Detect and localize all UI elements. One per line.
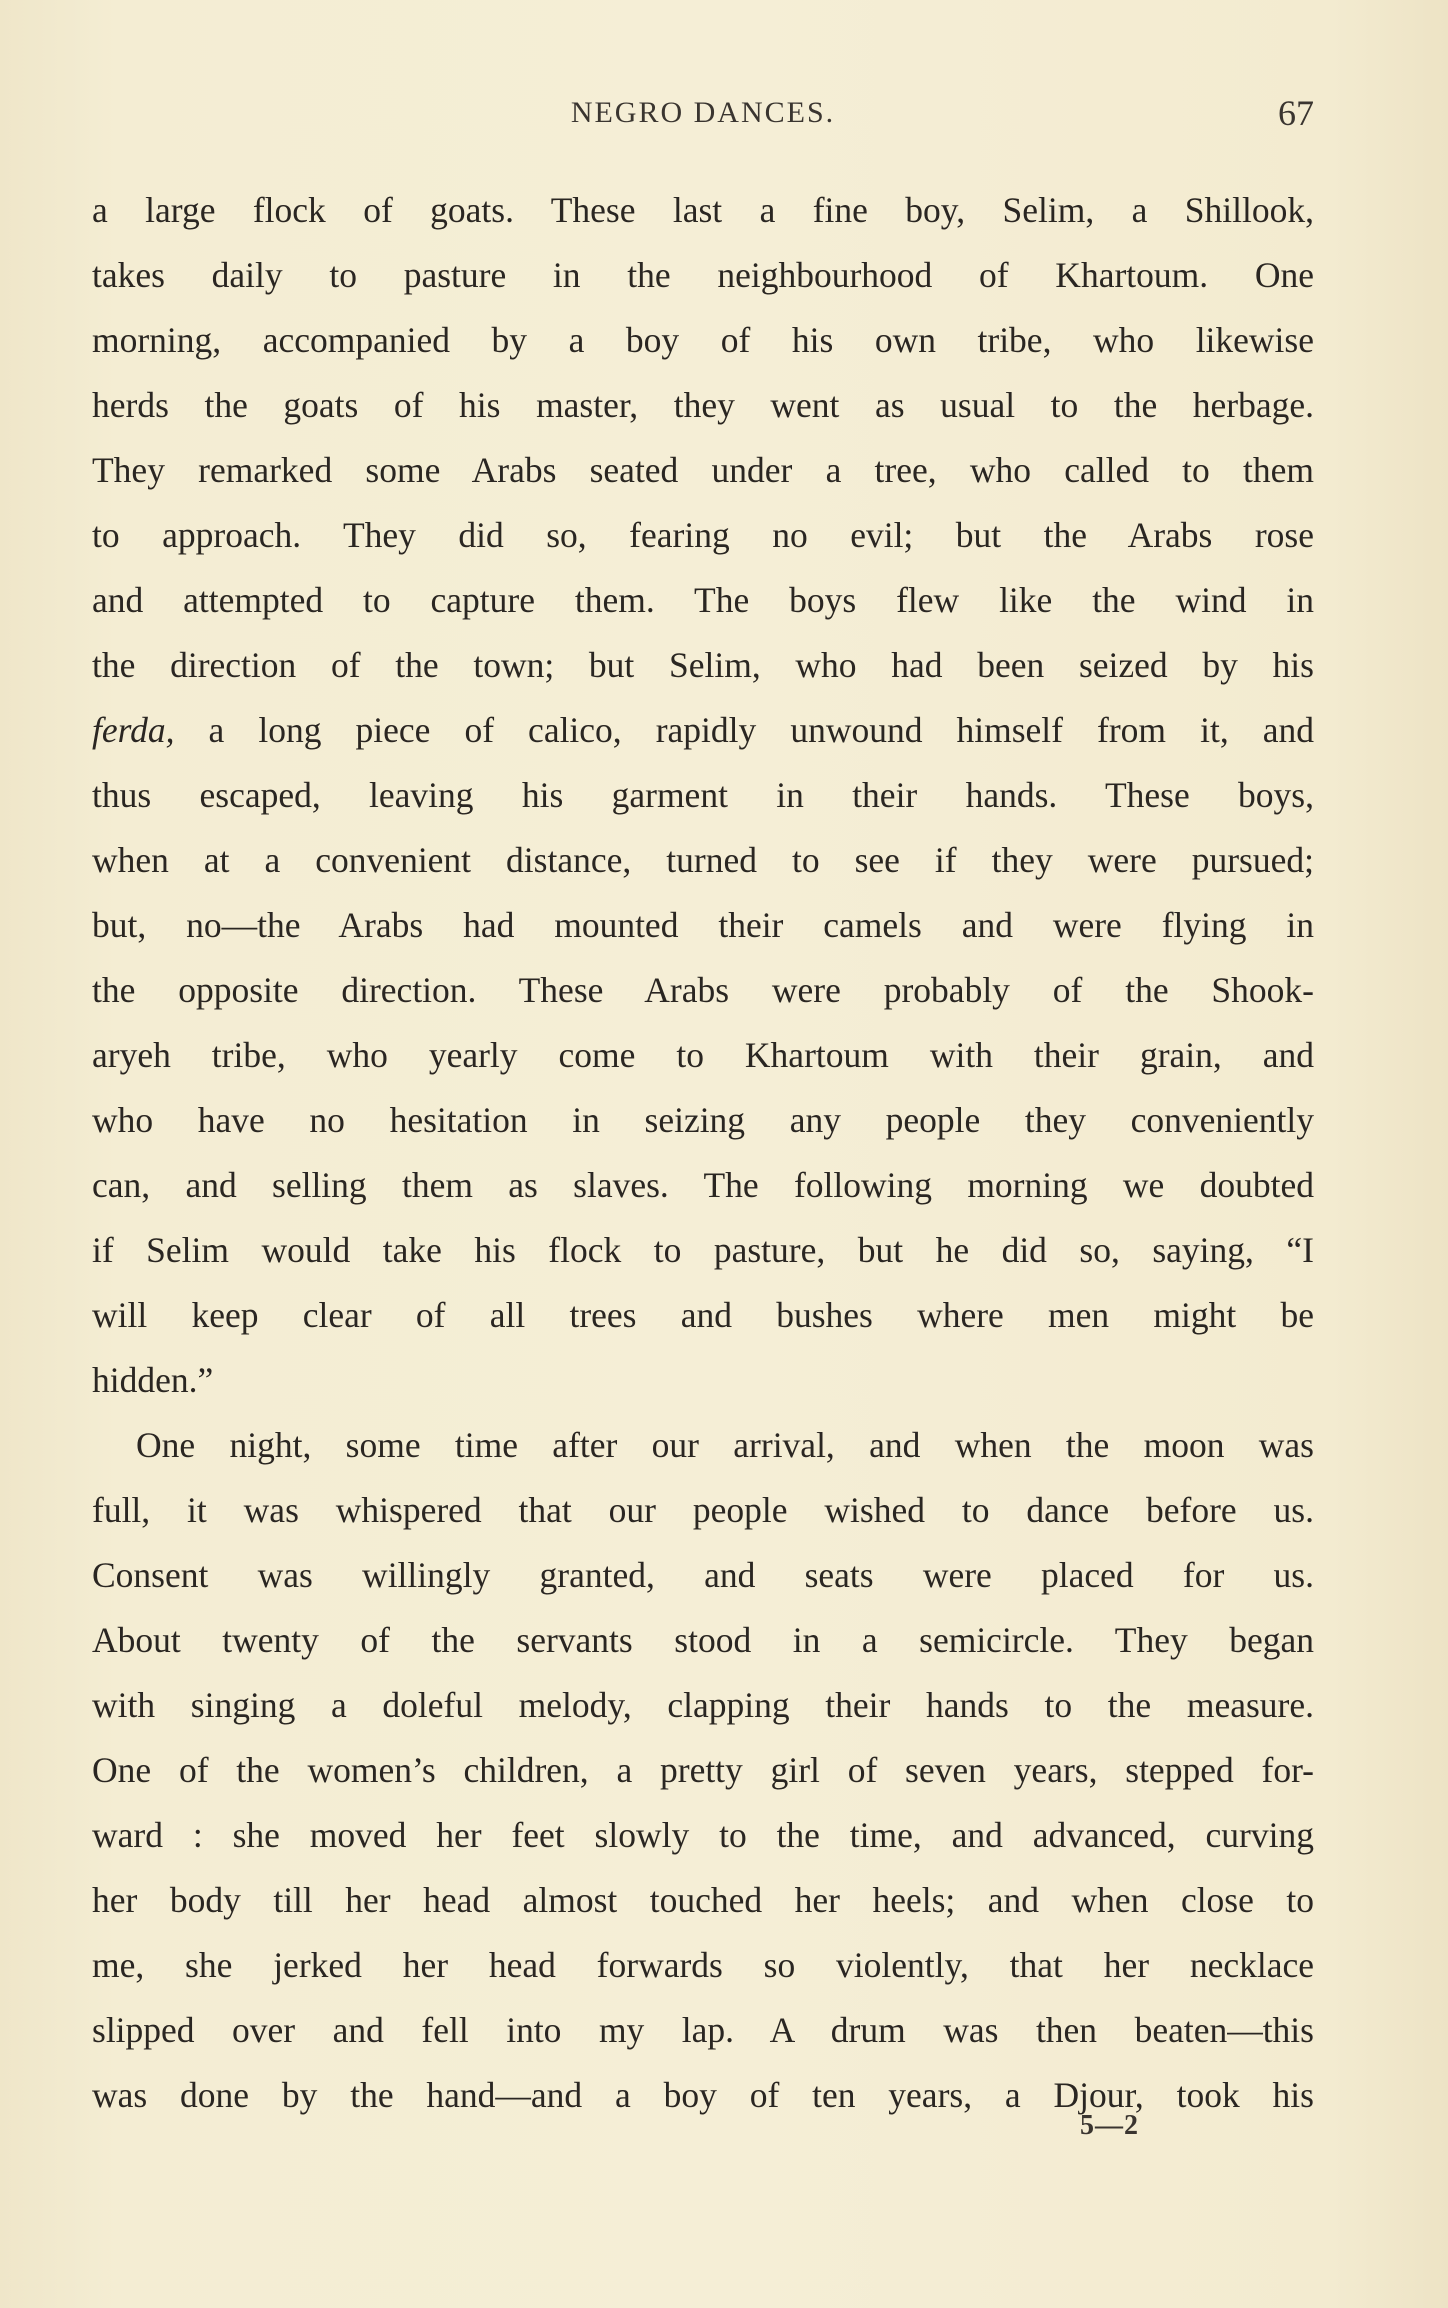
text-line: and attempted to capture them. The boys flew like the wind in (92, 580, 1314, 620)
text-line: me, she jerked her head forwards so violently, that her necklace (92, 1945, 1314, 1985)
italic-term: ferda, (92, 710, 175, 750)
text-line: but, no—the Arabs had mounted their camels and were flying in (92, 905, 1314, 945)
text-line: was done by the hand—and a boy of ten years, a Djour, took his (92, 2075, 1314, 2115)
text-line: aryeh tribe, who yearly come to Khartoum with their grain, and (92, 1035, 1314, 1075)
text-line: ward : she moved her feet slowly to the time, and advanced, curving (92, 1815, 1314, 1855)
text-line: her body till her head almost touched her heels; and when close to (92, 1880, 1314, 1920)
text-line: who have no hesitation in seizing any people they conveniently (92, 1100, 1314, 1140)
text-line: when at a convenient distance, turned to see if they were pursued; (92, 840, 1314, 880)
text-line: the direction of the town; but Selim, who had been seized by his (92, 645, 1314, 685)
text-line: a large flock of goats. These last a fine boy, Selim, a Shillook, (92, 190, 1314, 230)
text-line: hidden.” (92, 1360, 214, 1400)
signature-mark: 5—2 (1080, 2110, 1139, 2141)
text-line: One of the women’s children, a pretty girl of seven years, stepped for- (92, 1750, 1314, 1790)
text-line: herds the goats of his master, they went as usual to the herbage. (92, 385, 1314, 425)
text-line: About twenty of the servants stood in a semicircle. They began (92, 1620, 1314, 1660)
text-line: takes daily to pasture in the neighbourhood of Khartoum. One (92, 255, 1314, 295)
text-line: One night, some time after our arrival, and when the moon was (136, 1425, 1314, 1465)
text-line: the opposite direction. These Arabs were probably of the Shook- (92, 970, 1314, 1010)
text-line: with singing a doleful melody, clapping their hands to the measure. (92, 1685, 1314, 1725)
text-line: can, and selling them as slaves. The following morning we doubted (92, 1165, 1314, 1205)
text-line-rest: a long piece of calico, rapidly unwound himself from it, and (208, 710, 1314, 750)
text-line: They remarked some Arabs seated under a tree, who called to them (92, 450, 1314, 490)
text-line: to approach. They did so, fearing no evil; but the Arabs rose (92, 515, 1314, 555)
text-line: if Selim would take his flock to pasture, but he did so, saying, “I (92, 1230, 1314, 1270)
text-line: Consent was willingly granted, and seats were placed for us. (92, 1555, 1314, 1595)
body-text (92, 178, 1314, 2128)
text-line: thus escaped, leaving his garment in their hands. These boys, (92, 775, 1314, 815)
text-line (92, 698, 1314, 763)
text-line: slipped over and fell into my lap. A drum was then beaten—this (92, 2010, 1314, 2050)
text-line: will keep clear of all trees and bushes where men might be (92, 1295, 1314, 1335)
running-title: NEGRO DANCES. (570, 96, 836, 129)
text-line: full, it was whispered that our people wished to dance before us. (92, 1490, 1314, 1530)
page-header (92, 92, 1314, 148)
text-line: morning, accompanied by a boy of his own tribe, who likewise (92, 320, 1314, 360)
page-number: 67 (1278, 93, 1314, 133)
